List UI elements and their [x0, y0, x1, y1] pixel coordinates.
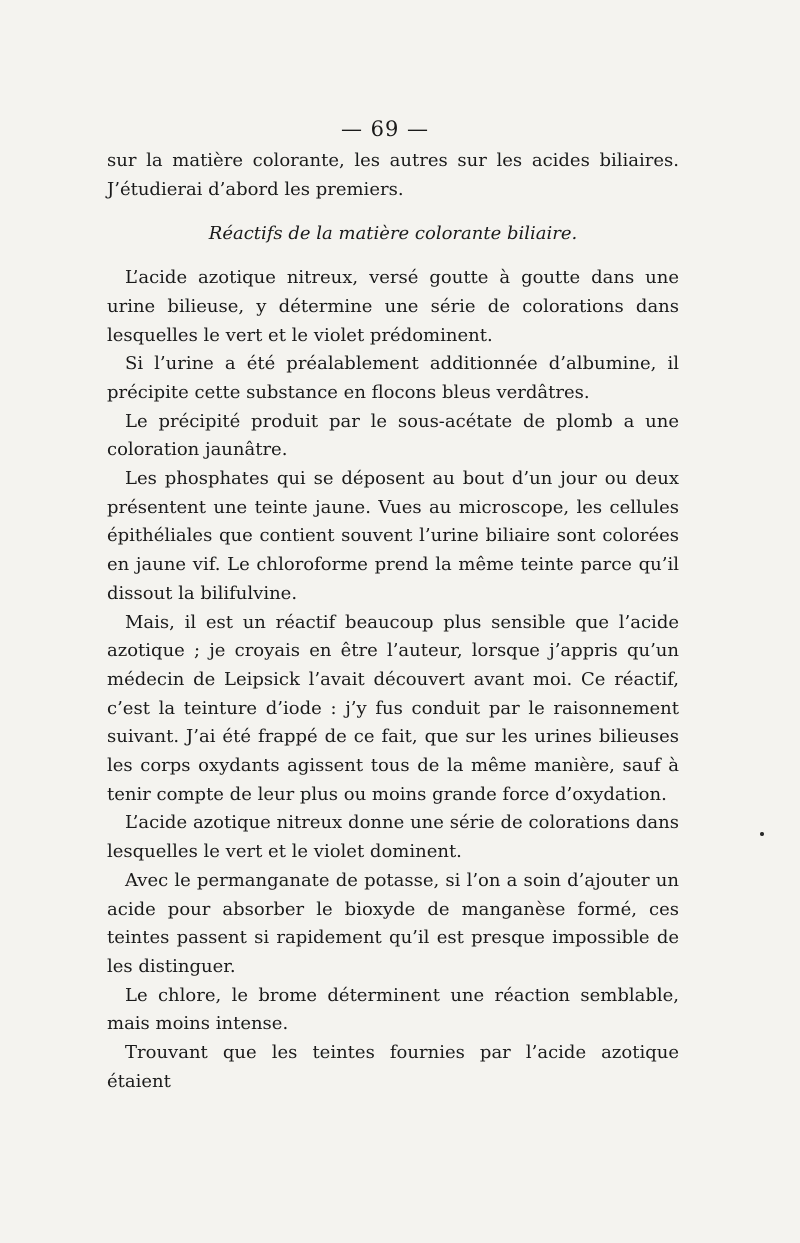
paragraph-10: Trouvant que les teintes fournies par l’acide azotique étaient [107, 1042, 679, 1092]
paragraph-5: Les phosphates qui se déposent au bout d’un jour ou deux présentent une teinte jaune. Vues au microscope, les cellules épithéliales que contient souvent l’urine biliaire sont colorées en jaune vif. Le chloroforme prend la même teinte parce qu’il dissout la bilifulvine. [107, 468, 679, 604]
page-number: — 69 — [340, 117, 430, 141]
section-heading: Réactifs de la matière colorante biliaire. [208, 223, 578, 245]
body-text [107, 147, 679, 1097]
paragraph-4: Le précipité produit par le sous-acétate de plomb a une coloration jaunâtre. [107, 410, 679, 461]
paragraph-3: Si l’urine a été préalablement additionnée d’albumine, il précipite cette substance en flocons bleus verdâtres. [107, 353, 679, 403]
paragraph-1: sur la matière colorante, les autres sur les acides biliaires. J’étudierai d’abord les premiers. [107, 150, 679, 200]
paragraph-6: Mais, il est un réactif beaucoup plus sensible que l’acide azotique ; je croyais en être l’auteur, lorsque j’appris qu’un médecin de Leipsick l’avait découvert avant moi. Ce réactif, c’est la teinture d’iode : j’y fus conduit par le raisonnement suivant. J’ai été frappé de ce fait, que sur les urines bilieuses les corps oxydants agissent tous de la même manière, sauf à tenir compte de leur plus ou moins grande force d’oxydation. [107, 611, 679, 805]
ink-speck [760, 832, 764, 836]
paragraph-9: Le chlore, le brome déterminent une réaction semblable, mais moins intense. [107, 984, 679, 1035]
paragraph-8: Avec le permanganate de potasse, si l’on a soin d’ajouter un acide pour absorber le bioxyde de manganèse formé, ces teintes passent si rapidement qu’il est presque impossible de les distinguer. [107, 869, 679, 977]
paragraph-7: L’acide azotique nitreux donne une série de colorations dans lesquelles le vert et le violet dominent. [107, 812, 679, 863]
paragraph-2: L’acide azotique nitreux, versé goutte à goutte dans une urine bilieuse, y détermine une série de colorations dans lesquelles le vert et le violet prédominent. [107, 267, 679, 346]
